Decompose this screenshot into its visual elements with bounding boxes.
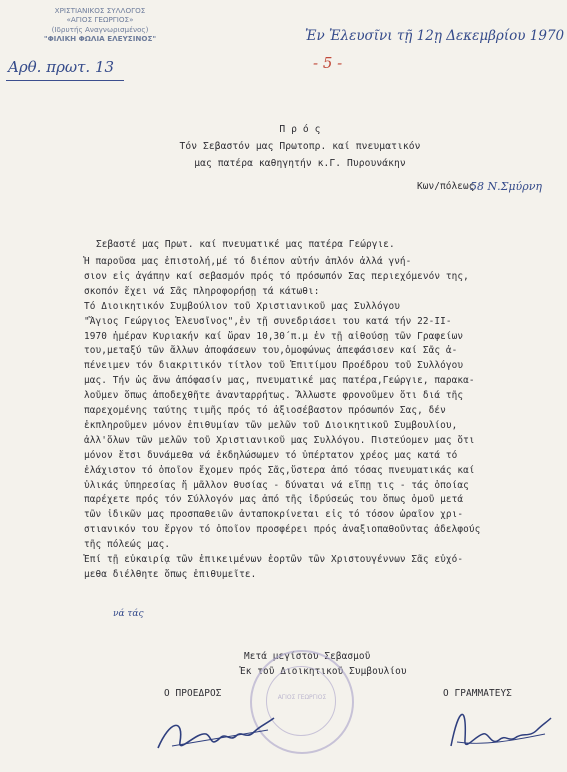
body-line: του,μεταξύ τῶν ἄλλων ἀποφάσεων του,ὁμοφώνως ἀπεφάσισεν καί Σᾶς ἀ-: [84, 345, 458, 357]
place-date: Ἐν Ἐλευσῖνι τῇ 12ῃ Δεκεμβρίου 1970: [305, 28, 565, 44]
letterhead-line: "ΦΙΛΙΚΗ ΦΩΛΙΑ ΕΛΕΥΣΙΝΟΣ": [43, 33, 157, 43]
body-line: 1970 ἡμέραν Κυριακήν καί ὥραν 10,30΄π.μ ἐν τῇ αἰθούσῃ τῶν Γραφείων: [84, 330, 464, 342]
body-line: πένειμεν τόν διακριτικόν τίτλον τοῦ Ἐπιτίμου Προέδρου τοῦ Συλλόγου: [84, 360, 464, 372]
president-signature: [150, 690, 280, 760]
body-line: σκοπόν ἔχει νά Σᾶς πληροφορήσῃ τά κάτωθι:: [84, 285, 320, 297]
body-line: μεθα διέλθητε ὅπως ἐπιθυμεῖτε.: [84, 568, 257, 580]
address-city: Κων/πόλεως: [417, 181, 475, 192]
closing-line-2: Ἐκ τοῦ Διοικητικοῦ Συμβουλίου: [240, 666, 407, 677]
body-line: Ἐπί τῇ εὐκαιρίᾳ τῶν ἐπικειμένων ἑορτῶν τῶν Χριστουγέννων Σᾶς εὐχό-: [84, 554, 464, 565]
body-line: ἐκπληροῦμεν μόνον ἐπιθυμίαν τῶν μελῶν τοῦ Διοικητικοῦ Συμβουλίου,: [84, 419, 458, 431]
body-line: μόνον ἔτσι δυνάμεθα νά ἐκδηλώσωμεν τό ὑπέρτατον χρέος μας κατά τό: [84, 449, 458, 461]
salutation: Σεβαστέ μας Πρωτ. καί πνευματικέ μας πατέρα Γεώργιε.: [96, 239, 395, 250]
secretary-title: Ο ΓΡΑΜΜΑΤΕΥΣ: [443, 688, 512, 699]
handwritten-insert: νά τάς: [113, 609, 144, 619]
address-city-handwritten: 58 Ν.Σμύρνη: [470, 180, 542, 193]
address-line-1: Τόν Σεβαστόν μας Πρωτοπρ. καί πνευματικόν: [179, 141, 421, 152]
body-line: Τό Διοικητικόν Συμβούλιον τοῦ Χριστιανικοῦ μας Συλλόγου: [84, 300, 400, 312]
president-title: Ο ΠΡΟΕΔΡΟΣ: [164, 688, 222, 699]
secretary-signature: [445, 696, 555, 760]
reference-underline: [6, 80, 124, 81]
closing-line-1: Μετά μεγίστου Σεβασμοῦ: [244, 651, 371, 662]
body-line: τῆς πόλεώς μας.: [84, 539, 171, 551]
body-line: σιον εἰς ἀγάπην καί σεβασμόν πρός τό πρόσωπόν Σας περιεχόμενόν της,: [84, 270, 469, 282]
letterhead-line: (Ιδρυτής Αναγνωρισμένος): [51, 24, 149, 34]
body-line: "Ἅγιος Γεώργιος Ἐλευσῖνος",ἐν τῇ συνεδριάσει του κατά τήν 22-ΙΙ-: [84, 315, 452, 327]
body-line: ὑλικάς ὑπηρεσίας ἤ μᾶλλον θυσίας - δύναται νά εἴπῃ τις - τάς ὁποίας: [84, 479, 469, 491]
body-line: λοῦμεν ὅπως ἀποδεχθῆτε ἀνανταρρήτως. Ἄλλωστε φρονοῦμεν ὅτι διά τῆς: [84, 390, 464, 402]
address-to: Π ρ ό ς: [279, 124, 321, 135]
letterhead-stamp: [34, 6, 166, 43]
seal-text: ΑΓΙΟΣ ΓΕΩΡΓΙΟΣ: [277, 694, 327, 701]
body-line: παρεχομένης ταύτης τιμῆς πρός τό ἀξιοσέβαστον πρόσωπόν Σας, δέν: [84, 405, 446, 416]
letterhead-line: ΧΡΙΣΤΙΑΝΙΚΟΣ ΣΥΛΛΟΓΟΣ: [54, 6, 146, 15]
reference-number: Αρθ. πρωτ. 13: [8, 58, 115, 76]
body-line: ἀλλ'ὅλων τῶν μελῶν τοῦ Χριστιανικοῦ μας Συλλόγου. Πιστεύομεν μας ὅτι: [84, 434, 475, 446]
body-line: ἐλάχιστον τό ὁποῖον ἔχομεν πρός Σᾶς,ὕστερα ἀπό τόσας πνευματικάς καί: [84, 464, 475, 476]
body-line: στιανικόν του ἔργον τό ὁποῖον προσφέρει πρός ἀναξιοπαθοῦντας ἀδελφούς: [84, 524, 481, 536]
body-line: Ἡ παροῦσα μας ἐπιστολή,μέ τό διέπον αὐτήν ἁπλόν ἀλλά γνή-: [84, 256, 412, 267]
address-line-2: μας πατέρα καθηγητήν κ.Γ. Πυρουνάκην: [194, 158, 406, 169]
body-line: μας. Τήν ὡς ἄνω ἀπόφασίν μας, πνευματικέ μας πατέρα,Γεώργιε, παρακα-: [84, 375, 475, 387]
body-line: τῶν ἰδικῶν μας προσπαθειῶν ἀνταποκρίνεται εἰς τό τόσον ὡραῖον χρι-: [84, 509, 464, 521]
body-line: παρέχετε πρός τόν Σύλλογόν μας ἀπό τῆς ἱδρύσεώς του ὅπως ὁμοῦ μετά: [84, 494, 464, 506]
page-mark: - 5 -: [313, 54, 343, 72]
letterhead-line: «ΑΓΙΟΣ ΓΕΩΡΓΙΟΣ»: [66, 15, 134, 25]
